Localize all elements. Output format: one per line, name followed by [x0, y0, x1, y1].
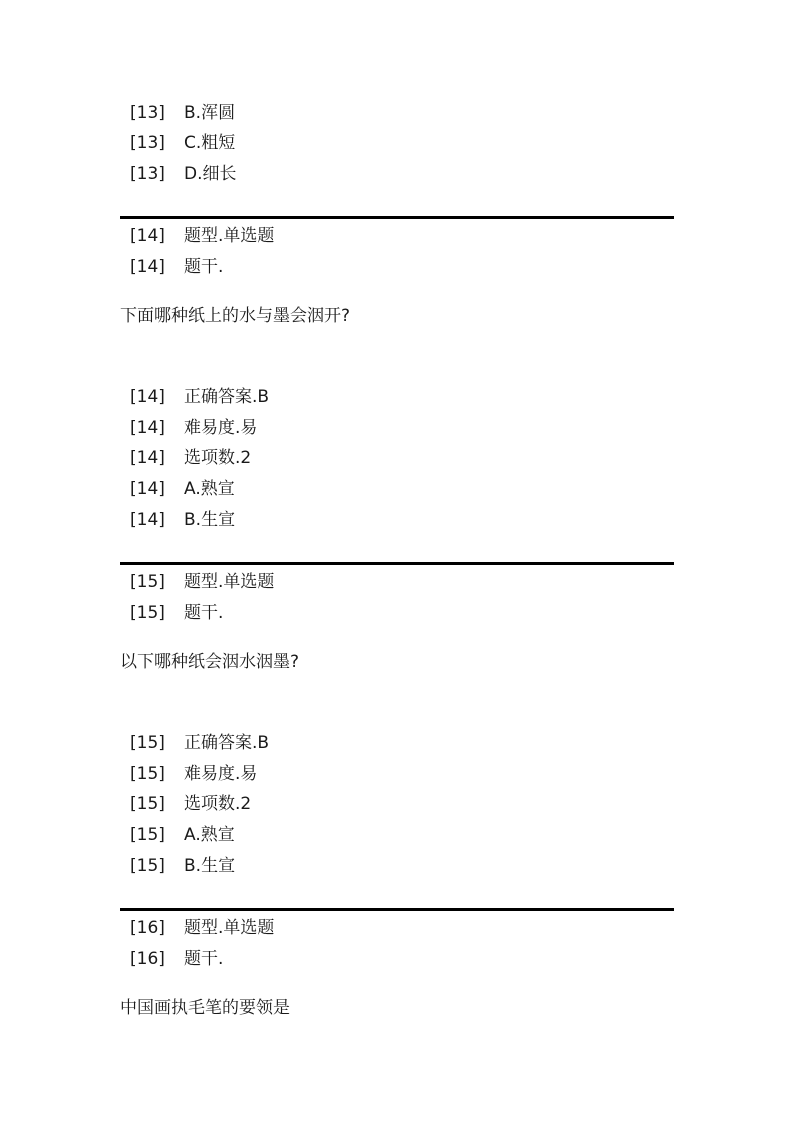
question-number: [14]	[130, 387, 165, 407]
q14-type	[130, 224, 274, 248]
section-divider	[120, 216, 674, 219]
q14-option-a	[130, 477, 235, 501]
q14-option-b	[130, 508, 235, 532]
question-number: [13]	[130, 133, 165, 153]
question-number: [15]	[130, 733, 165, 753]
stem-label: 题干.	[184, 949, 224, 969]
question-number: [14]	[130, 479, 165, 499]
q13-option-d	[130, 162, 237, 186]
q15-option-a	[130, 823, 235, 847]
q14-answer	[130, 385, 269, 409]
question-number: [14]	[130, 257, 165, 277]
question-type: 题型.单选题	[184, 572, 275, 592]
q14-option-count	[130, 446, 251, 470]
q16-stem-label	[130, 947, 223, 971]
q16-type	[130, 916, 274, 940]
section-divider	[120, 562, 674, 565]
option-count: 选项数.2	[184, 448, 252, 468]
option-text: B.浑圆	[184, 103, 236, 123]
question-number: [13]	[130, 103, 165, 123]
q13-option-c	[130, 131, 235, 155]
question-number: [15]	[130, 764, 165, 784]
question-number: [15]	[130, 572, 165, 592]
option-text: B.生宣	[184, 856, 236, 876]
stem-label: 题干.	[184, 257, 224, 277]
section-divider	[120, 908, 674, 911]
stem-label: 题干.	[184, 603, 224, 623]
question-number: [15]	[130, 856, 165, 876]
difficulty: 难易度.易	[184, 418, 258, 438]
correct-answer: 正确答案.B	[184, 733, 270, 753]
q15-difficulty	[130, 762, 257, 786]
question-number: [15]	[130, 825, 165, 845]
q13-option-b	[130, 101, 235, 125]
option-text: A.熟宣	[184, 825, 235, 845]
q15-option-b	[130, 854, 235, 878]
option-text: B.生宣	[184, 510, 236, 530]
difficulty: 难易度.易	[184, 764, 258, 784]
option-text: A.熟宣	[184, 479, 235, 499]
option-text: D.细长	[184, 164, 237, 184]
question-number: [14]	[130, 448, 165, 468]
question-number: [15]	[130, 794, 165, 814]
question-number: [16]	[130, 949, 165, 969]
question-number: [13]	[130, 164, 165, 184]
q15-stem-label	[130, 601, 223, 625]
question-number: [15]	[130, 603, 165, 623]
q15-type	[130, 570, 274, 594]
question-number: [14]	[130, 226, 165, 246]
q16-stem: 中国画执毛笔的要领是	[120, 998, 290, 1018]
q15-option-count	[130, 792, 251, 816]
question-type: 题型.单选题	[184, 226, 275, 246]
correct-answer: 正确答案.B	[184, 387, 270, 407]
q14-stem: 下面哪种纸上的水与墨会洇开?	[120, 306, 351, 326]
question-number: [16]	[130, 918, 165, 938]
q14-stem-label	[130, 255, 223, 279]
q14-difficulty	[130, 416, 257, 440]
q15-stem: 以下哪种纸会洇水洇墨?	[120, 652, 300, 672]
q15-answer	[130, 731, 269, 755]
option-count: 选项数.2	[184, 794, 252, 814]
question-number: [14]	[130, 510, 165, 530]
option-text: C.粗短	[184, 133, 236, 153]
question-type: 题型.单选题	[184, 918, 275, 938]
question-number: [14]	[130, 418, 165, 438]
